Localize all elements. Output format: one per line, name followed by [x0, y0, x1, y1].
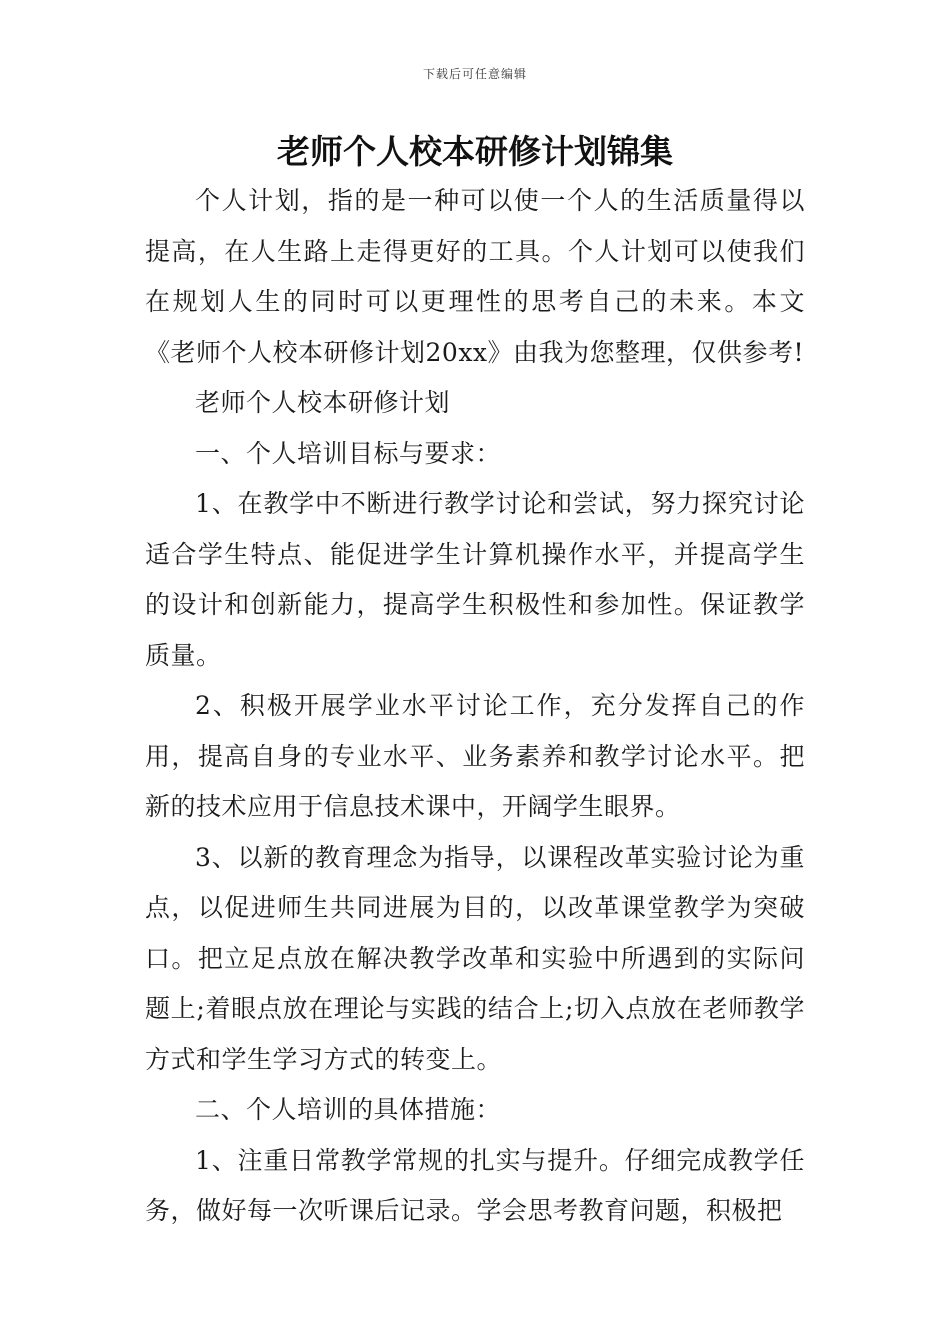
- document-title: 老师个人校本研修计划锦集: [277, 132, 673, 171]
- intro-paragraph: 个人计划，指的是一种可以使一个人的生活质量得以提高，在人生路上走得更好的工具。个人计划可以使我们在规划人生的同时可以更理性的思考自己的未来。本文《老师个人校本研修计划20xx》由我为您整理，仅供参考!: [145, 186, 805, 367]
- header-note: 下载后可任意编辑: [422, 67, 527, 81]
- section-heading-measures: 二、个人培训的具体措施：: [195, 1095, 502, 1124]
- section-heading-plan: 老师个人校本研修计划: [195, 388, 451, 417]
- goal-item-3: 3、以新的教育理念为指导，以课程改革实验讨论为重点，以促进师生共同进展为目的，以改革课堂教学为突破口。把立足点放在解决教学改革和实验中所遇到的实际问题上;着眼点放在理论与实践的结合上;切入点放在老师教学方式和学生学习方式的转变上。: [145, 842, 805, 1074]
- section-heading-goals: 一、个人培训目标与要求：: [195, 438, 502, 468]
- document-body: [145, 176, 805, 1237]
- goal-item-2: 2、积极开展学业水平讨论工作，充分发挥自己的作用，提高自身的专业水平、业务素养和教学讨论水平。把新的技术应用于信息技术课中，开阔学生眼界。: [145, 691, 805, 821]
- measure-item-1: 1、注重日常教学常规的扎实与提升。仔细完成教学任务，做好每一次听课后记录。学会思考教育问题，积极把: [145, 1145, 805, 1225]
- goal-item-1: 1、在教学中不断进行教学讨论和尝试，努力探究讨论适合学生特点、能促进学生计算机操作水平，并提高学生的设计和创新能力，提高学生积极性和参加性。保证教学质量。: [145, 489, 805, 670]
